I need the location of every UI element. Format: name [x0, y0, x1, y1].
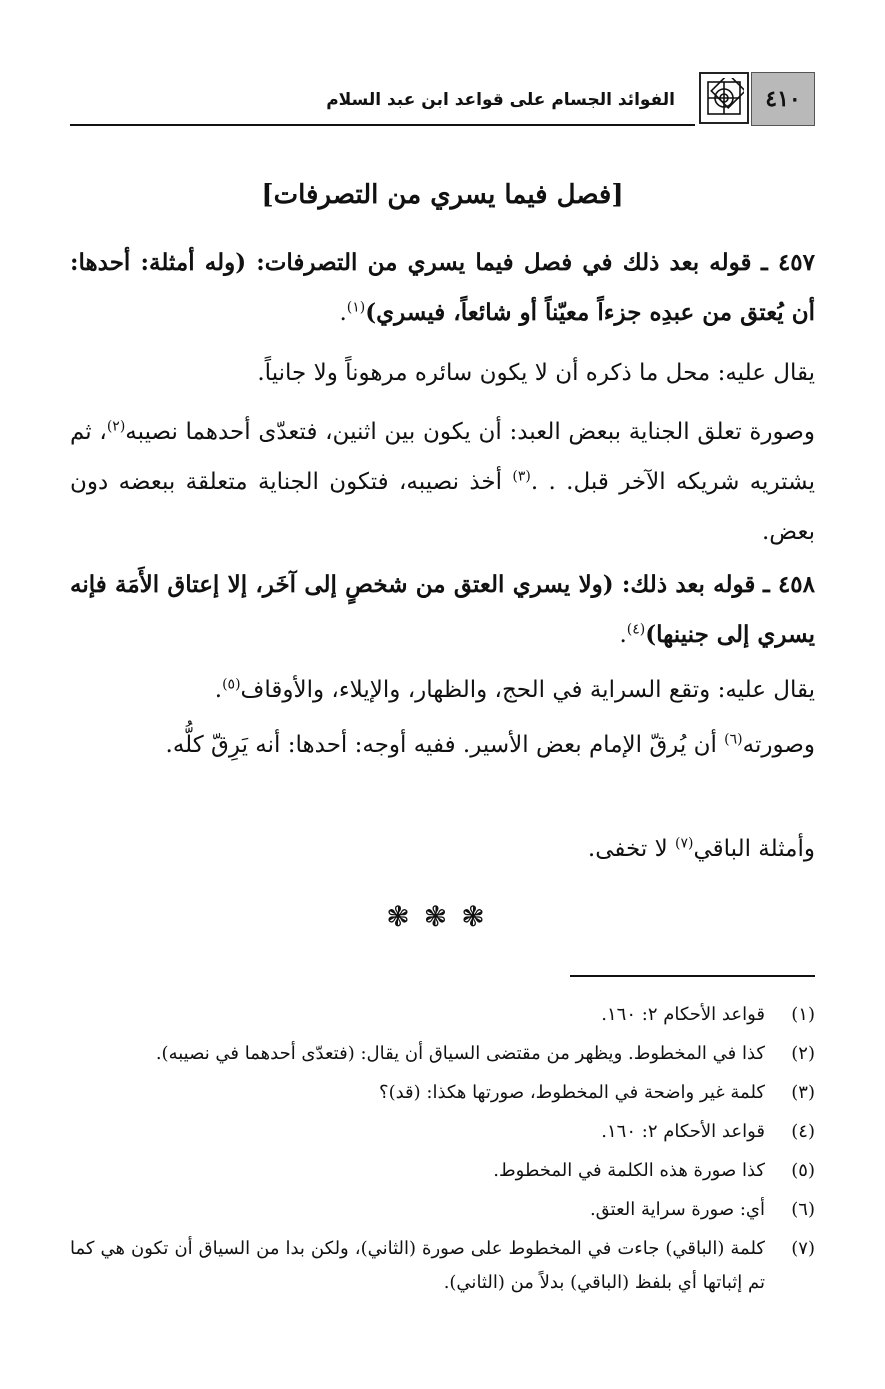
paragraph-number: ٤٥٧ ـ — [761, 249, 816, 276]
paragraph-457 — [70, 238, 815, 338]
sentence-end: . — [339, 300, 347, 326]
footnote-ref: (٧) — [675, 835, 694, 852]
running-title: الفوائد الجسام على قواعد ابن عبد السلام — [326, 90, 675, 110]
footnote-text: أي: صورة سراية العتق. — [589, 1199, 765, 1220]
paragraph-closing — [70, 824, 815, 874]
footnote-number: (٤) — [791, 1121, 815, 1142]
footnote-number: (٢) — [791, 1043, 815, 1064]
footnote-ref: (٥) — [222, 676, 241, 693]
footnote-item — [70, 1076, 815, 1110]
footnote-text: كذا صورة هذه الكلمة في المخطوط. — [493, 1160, 765, 1181]
footnote-number: (٦) — [791, 1199, 815, 1220]
footnote-item — [70, 1037, 815, 1071]
section-heading: [فصل فيما يسري من التصرفات] — [261, 180, 624, 210]
footnote-text: كلمة غير واضحة في المخطوط، صورتها هكذا: (قد)؟ — [379, 1082, 765, 1103]
header-rule — [70, 124, 695, 126]
footnote-item — [70, 1193, 815, 1227]
footnotes-list — [70, 998, 815, 1305]
footnote-ref: (٤) — [626, 621, 646, 638]
quoted-text: قوله بعد ذلك: (ولا يسري العتق من شخصٍ إلى آخَر، إلا إعتاق الأَمَة فإنه يسري إلى جنينها) — [70, 571, 815, 648]
sentence-end: . — [214, 677, 223, 703]
footnote-number: (١) — [791, 1004, 815, 1025]
body-text: أخذ نصيبه، فتكون الجناية متعلقة ببعضه دون بعض. — [70, 469, 815, 545]
paragraph-number: ٤٥٨ ـ — [762, 571, 816, 598]
footnote-text: قواعد الأحكام ٢: ١٦٠. — [601, 1121, 765, 1142]
body-text: وصورته — [742, 732, 815, 758]
footnote-ref: (١) — [346, 299, 366, 316]
paragraph-458-comment — [70, 665, 815, 715]
footnote-number: (٥) — [791, 1160, 815, 1181]
body-text: وأمثلة الباقي — [693, 836, 815, 862]
body-text: يقال عليه: وتقع السراية في الحج، والظهار، والإيلاء، والأوقاف — [240, 677, 815, 703]
footnote-text: قواعد الأحكام ٢: ١٦٠. — [601, 1004, 765, 1025]
footnote-item — [70, 1232, 815, 1300]
quoted-text: قوله بعد ذلك في فصل فيما يسري من التصرفات: (وله أمثلة: أحدها: أن يُعتق من عبدِه جزءاً معيّناً أو شائعاً، فيسري) — [70, 249, 815, 326]
body-text: لا تخفى. — [587, 836, 675, 862]
body-text: وصورة تعلق الجناية ببعض العبد: أن يكون بين اثنين، فتعدّى أحدهما نصيبه — [125, 419, 815, 445]
footnote-number: (٣) — [791, 1082, 815, 1103]
paragraph-457-image — [70, 407, 815, 557]
footnote-text: كلمة (الباقي) جاءت في المخطوط على صورة (الثاني)، ولكن بدا من السياق أن تكون هي كما تم إثباتها أي بلفظ (الباقي) بدلاً من (الثاني). — [70, 1238, 765, 1293]
footnote-ref: (٦) — [724, 731, 743, 748]
section-separator-stars: ❃❃❃ — [386, 900, 499, 933]
footnote-rule — [570, 975, 815, 977]
footnote-item — [70, 1154, 815, 1188]
body-text: ، ثم يشتريه شريكه الآخر قبل. . . — [70, 419, 815, 495]
body-text: أن يُرقّ الإمام بعض الأسير. ففيه أوجه: أحدها: أنه يَرِقّ كلُّه. — [165, 732, 725, 758]
page-header — [70, 72, 815, 126]
page-number: ٤١٠ — [751, 72, 815, 126]
footnote-text: كذا في المخطوط. ويظهر من مقتضى السياق أن يقال: (فتعدّى أحدهما في نصيبه). — [155, 1043, 765, 1064]
paragraph-458-image — [70, 720, 815, 770]
sentence-end: . — [619, 622, 627, 648]
paragraph-458 — [70, 560, 815, 660]
paragraph-457-comment: يقال عليه: محل ما ذكره أن لا يكون سائره مرهوناً ولا جانياً. — [257, 360, 815, 386]
ornament-icon — [699, 72, 749, 124]
footnote-ref: (٢) — [106, 418, 126, 435]
footnote-ref: (٣) — [512, 468, 531, 485]
footnote-number: (٧) — [791, 1238, 815, 1259]
footnote-item — [70, 1115, 815, 1149]
footnote-item — [70, 998, 815, 1032]
